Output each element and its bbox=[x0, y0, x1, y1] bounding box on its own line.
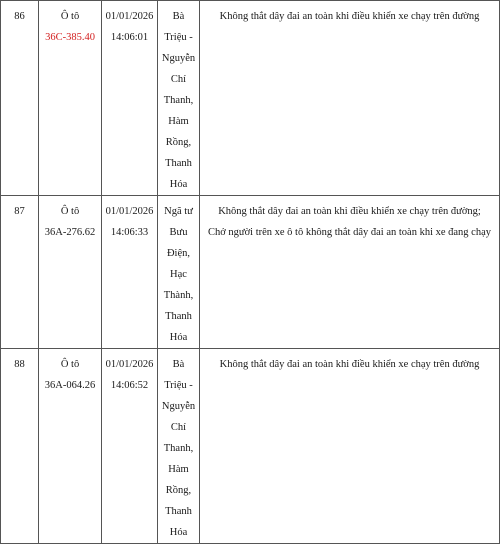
location-line: Chí bbox=[170, 422, 187, 433]
table-row bbox=[1, 349, 500, 544]
vehicle-cell bbox=[39, 196, 102, 349]
location-line: Hóa bbox=[169, 179, 188, 190]
location-line: Rồng, bbox=[165, 485, 192, 496]
location-line: Thanh, bbox=[163, 95, 194, 106]
license-plate: 36A-064.26 bbox=[44, 380, 96, 391]
violation-text: Không thắt dây đai an toàn khi điều khiển xe chạy trên đường bbox=[219, 11, 480, 22]
vehicle-type: Ô tô bbox=[60, 11, 80, 22]
location-line: Nguyễn bbox=[161, 53, 196, 64]
vehicle-type: Ô tô bbox=[60, 206, 80, 217]
location-line: Điện, bbox=[166, 248, 191, 259]
violation-time: 14:06:33 bbox=[110, 227, 149, 238]
table-row bbox=[1, 196, 500, 349]
location-line: Hóa bbox=[169, 332, 188, 343]
violation-description bbox=[200, 196, 500, 349]
license-plate: 36C-385.40 bbox=[45, 32, 95, 43]
location-line: Bưu bbox=[169, 227, 188, 238]
location-line: Thành, bbox=[163, 290, 194, 301]
location-line: Chí bbox=[170, 74, 187, 85]
location-cell bbox=[158, 196, 200, 349]
row-number: 86 bbox=[1, 1, 39, 196]
violation-time: 14:06:52 bbox=[110, 380, 149, 391]
table-row bbox=[1, 1, 500, 196]
location-line: Nguyễn bbox=[161, 401, 196, 412]
vehicle-type: Ô tô bbox=[60, 359, 80, 370]
location-line: Rồng, bbox=[165, 137, 192, 148]
datetime-cell bbox=[102, 1, 158, 196]
location-cell bbox=[158, 1, 200, 196]
location-line: Triệu - bbox=[164, 380, 193, 391]
location-line: Hạc bbox=[170, 269, 187, 280]
location-line: Bà bbox=[172, 359, 185, 370]
violation-text: Chở người trên xe ô tô không thắt dây đai an toàn khi xe đang chạy bbox=[207, 227, 492, 238]
location-line: Hóa bbox=[169, 527, 188, 538]
row-number: 87 bbox=[1, 196, 39, 349]
location-line: Thanh bbox=[165, 506, 192, 517]
location-line: Thanh bbox=[165, 158, 192, 169]
violation-text: Không thắt dây đai an toàn khi điều khiển xe chạy trên đường; bbox=[218, 206, 481, 217]
vehicle-cell bbox=[39, 349, 102, 544]
location-line: Thanh, bbox=[163, 443, 194, 454]
location-line: Triệu - bbox=[164, 32, 193, 43]
datetime-cell bbox=[102, 349, 158, 544]
vehicle-cell bbox=[39, 1, 102, 196]
violation-date: 01/01/2026 bbox=[105, 206, 154, 217]
violation-time: 14:06:01 bbox=[110, 32, 149, 43]
location-line: Ngã tư bbox=[164, 206, 193, 217]
location-line: Bà bbox=[172, 11, 185, 22]
location-line: Hàm bbox=[168, 116, 189, 127]
violation-date: 01/01/2026 bbox=[105, 359, 154, 370]
datetime-cell bbox=[102, 196, 158, 349]
violation-text: Không thắt dây đai an toàn khi điều khiển xe chạy trên đường bbox=[219, 359, 480, 370]
location-line: Thanh bbox=[165, 311, 192, 322]
location-cell bbox=[158, 349, 200, 544]
violation-description bbox=[200, 1, 500, 196]
location-line: Hàm bbox=[168, 464, 189, 475]
violation-description bbox=[200, 349, 500, 544]
row-number: 88 bbox=[1, 349, 39, 544]
license-plate: 36A-276.62 bbox=[44, 227, 96, 238]
violation-date: 01/01/2026 bbox=[105, 11, 154, 22]
